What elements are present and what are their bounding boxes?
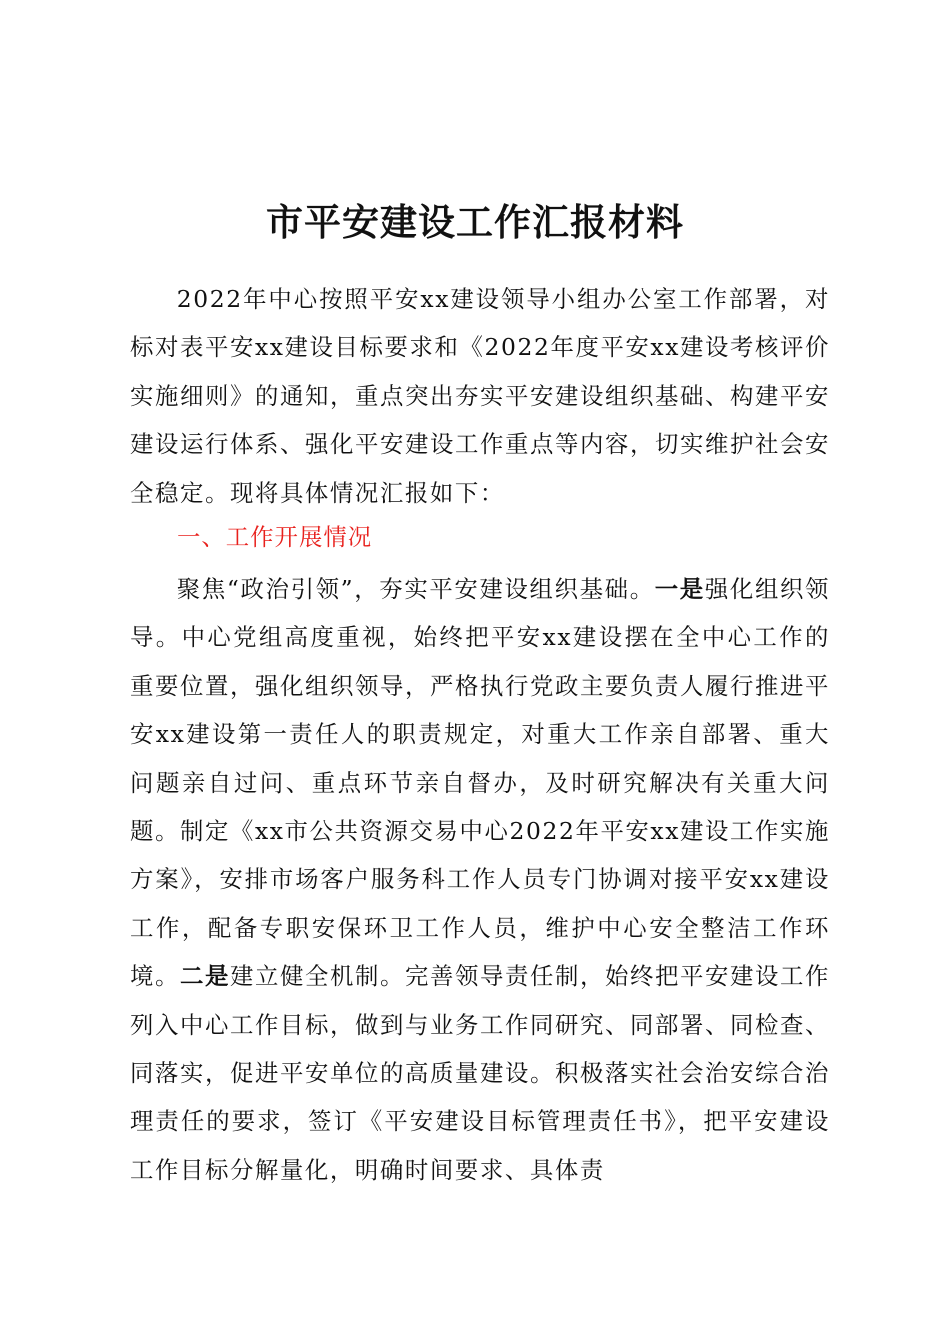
point-one-marker: 一是 [654, 575, 705, 603]
intro-paragraph: 2022年中心按照平安xx建设领导小组办公室工作部署，对标对表平安xx建设目标要求和《2022年度平安xx建设考核评价实施细则》的通知，重点突出夯实平安建设组织基础、构建平安建设运行体系、强化平安建设工作重点等内容，切实维护社会安全稳定。现将具体情况汇报如下： [130, 285, 830, 507]
point-one-text: 强化组织领导。中心党组高度重视，始终把平安xx建设摆在全中心工作的重要位置，强化组织领导，严格执行党政主要负责人履行推进平安xx建设第一责任人的职责规定，对重大工作亲自部署、重大问题亲自过问、重点环节亲自督办，及时研究解决有关重大问题。制定《xx市公共资源交易中心2022年平安xx建设工作实施方案》，安排市场客户服务科工作人员专门协调对接平安xx建设工作，配备专职安保环卫工作人员，维护中心安全整洁工作环境。 [130, 575, 831, 991]
section-heading-work-progress: 一、工作开展情况 [177, 523, 373, 551]
work-progress-paragraph [130, 565, 830, 1194]
document-title: 市平安建设工作汇报材料 [266, 200, 684, 244]
point-two-marker: 二是 [180, 962, 230, 991]
point-two-text: 建立健全机制。完善领导责任制，始终把平安建设工作列入中心工作目标，做到与业务工作同研究、同部署、同检查、同落实，促进平安单位的高质量建设。积极落实社会治安综合治理责任的要求，签订《平安建设目标管理责任书》，把平安建设工作目标分解量化，明确时间要求、具体责 [130, 962, 830, 1184]
paragraph-lead-text: 聚焦“政治引领”，夯实平安建设组织基础。 [176, 575, 655, 603]
